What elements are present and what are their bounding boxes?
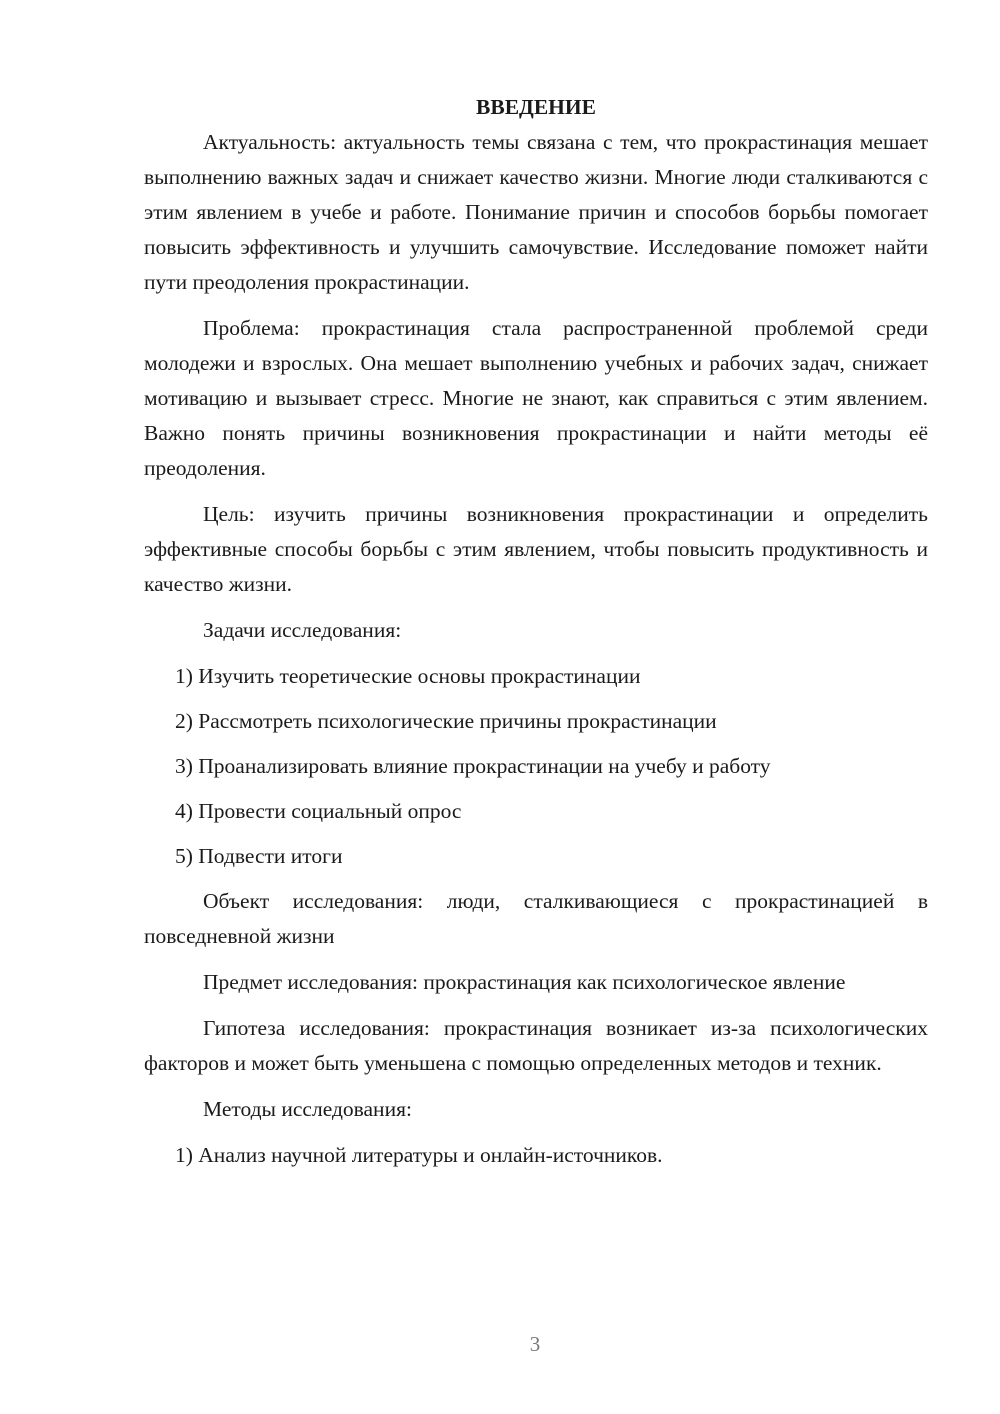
- document-body: [144, 90, 928, 1183]
- paragraph-problem: Проблема: прокрастинация стала распространенной проблемой среди молодежи и взрослых. Она мешает выполнению учебных и рабочих задач, снижает мотивацию и вызывает стресс. Многие не знают, как справиться с этим явлением. Важно понять причины возникновения прокрастинации и найти методы её преодоления.: [144, 316, 928, 480]
- paragraph-relevance: Актуальность: актуальность темы связана с тем, что прокрастинация мешает выполнению важных задач и снижает качество жизни. Многие люди сталкиваются с этим явлением в учебе и работе. Понимание причин и способов борьбы помогает повысить эффективность и улучшить самочувствие. Исследование поможет найти пути преодоления прокрастинации.: [144, 130, 928, 294]
- paragraph-goal: Цель: изучить причины возникновения прокрастинации и определить эффективные способы борьбы с этим явлением, чтобы повысить продуктивность и качество жизни.: [144, 502, 928, 596]
- task-item: 1) Изучить теоретические основы прокрастинации: [175, 664, 641, 688]
- methods-list: [144, 1138, 928, 1173]
- method-item: 1) Анализ научной литературы и онлайн-источников.: [175, 1143, 663, 1167]
- tasks-list: [144, 659, 928, 874]
- task-item: 3) Проанализировать влияние прокрастинации на учебу и работу: [175, 754, 771, 778]
- paragraph-hypothesis: Гипотеза исследования: прокрастинация возникает из-за психологических факторов и может быть уменьшена с помощью определенных методов и техник.: [144, 1016, 928, 1075]
- section-title: ВВЕДЕНИЕ: [476, 95, 596, 119]
- page-number: 3: [529, 1332, 541, 1356]
- paragraph-subject: Предмет исследования: прокрастинация как психологическое явление: [203, 970, 846, 994]
- task-item: 2) Рассмотреть психологические причины прокрастинации: [175, 709, 717, 733]
- task-item: 4) Провести социальный опрос: [175, 799, 462, 823]
- task-item: 5) Подвести итоги: [175, 844, 343, 868]
- methods-heading: Методы исследования:: [203, 1097, 412, 1121]
- paragraph-object: Объект исследования: люди, сталкивающиеся с прокрастинацией в повседневной жизни: [144, 889, 928, 948]
- tasks-heading: Задачи исследования:: [203, 618, 402, 642]
